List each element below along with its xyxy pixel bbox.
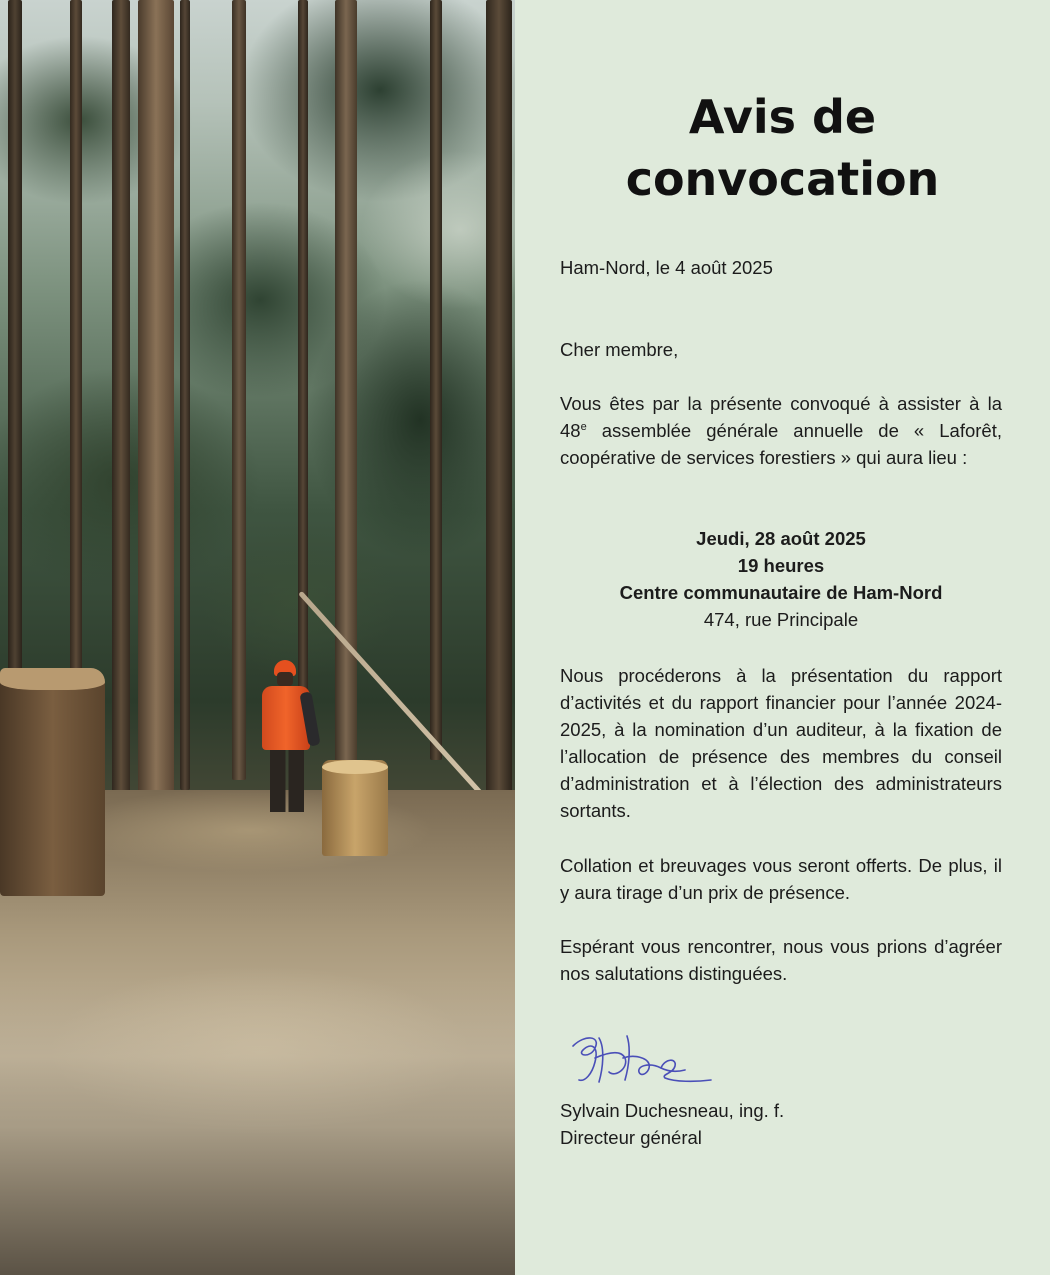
place-date: Ham-Nord, le 4 août 2025: [560, 257, 773, 278]
blurred-foreground: [0, 980, 515, 1275]
intro-text-2: assemblée générale annuelle de « Laforêt, coopérative de services forestiers » qui aura lieu :: [560, 420, 1002, 468]
signature-image: [565, 1028, 715, 1094]
tree-stump: [322, 760, 388, 856]
tree-trunk: [8, 0, 22, 680]
tree-stump-foreground: [0, 668, 105, 896]
collation-paragraph: Collation et breuvages vous seront offerts. De plus, il y aura tirage d’un prix de présence.: [560, 855, 1002, 903]
tree-trunk: [138, 0, 174, 830]
notice-panel: [515, 0, 1050, 1275]
event-time: 19 heures: [737, 555, 825, 576]
forest-worker: [258, 658, 320, 814]
greeting: Cher membre,: [560, 339, 679, 360]
tree-trunk: [112, 0, 130, 800]
event-address: 474, rue Principale: [703, 609, 859, 630]
event-venue: Centre communautaire de Ham-Nord: [619, 582, 943, 603]
tree-trunk: [232, 0, 246, 780]
title-line-2: convocation: [625, 152, 940, 206]
worker-head: [277, 672, 293, 686]
tree-trunk: [298, 0, 308, 740]
tree-trunk: [486, 0, 512, 820]
event-date: Jeudi, 28 août 2025: [696, 528, 866, 549]
notice-title: [515, 86, 1050, 210]
tree-trunk: [70, 0, 82, 700]
tree-trunk: [180, 0, 190, 790]
worker-legs: [270, 750, 304, 812]
title-line-1: Avis de: [688, 90, 877, 144]
signature-icon: [565, 1028, 715, 1094]
closing-paragraph: Espérant vous rencontrer, nous vous prions d’agréer nos salutations distinguées.: [560, 936, 1002, 984]
tree-trunk: [430, 0, 442, 760]
agenda-paragraph: Nous procéderons à la présentation du rapport d’activités et du rapport financier pour l’année 2024-2025, à la nomination d’un auditeur, à la fixation de l’allocation de présence des membres du conseil d’administration et à l’élection des administrateurs sortants.: [560, 665, 1002, 821]
signer-name: Sylvain Duchesneau, ing. f.: [560, 1100, 785, 1121]
forest-photo: [0, 0, 515, 1275]
ordinal-suffix: e: [580, 420, 587, 433]
intro-text-1: Vous êtes par la présente convoqué à assister à la 48: [560, 393, 1002, 441]
intro-paragraph: [560, 390, 1002, 471]
event-details: [560, 525, 1002, 633]
signer-role: Directeur général: [560, 1127, 702, 1148]
